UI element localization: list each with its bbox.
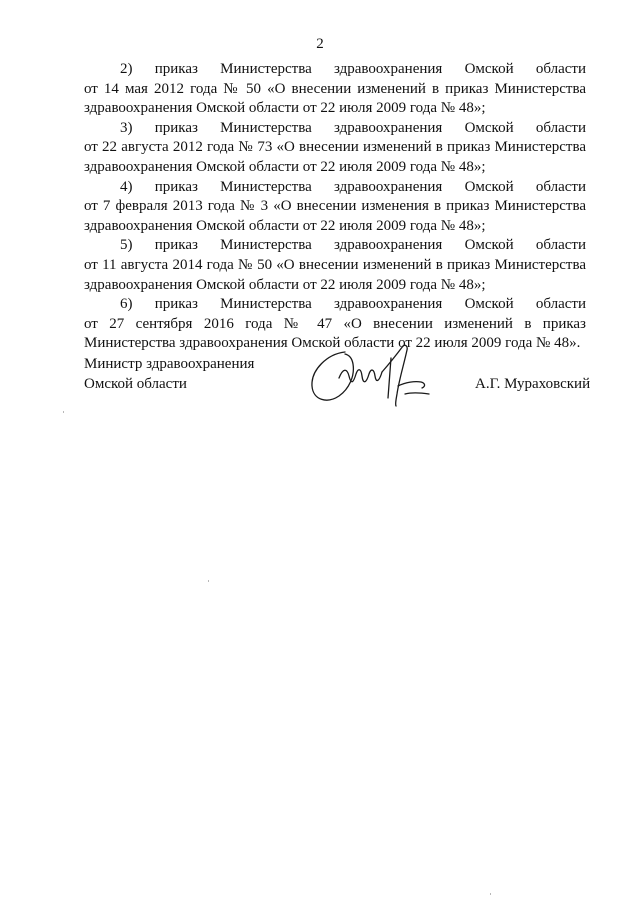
list-item — [84, 60, 586, 119]
item-line: Министерства здравоохранения Омской области от 22 июля 2009 года № 48». — [84, 335, 581, 352]
item-line: от 27 сентября 2016 года № 47 «О внесении изменений в приказ — [84, 315, 586, 332]
item-line: от 22 августа 2012 года № 73 «О внесении изменений в приказ Министерства — [84, 139, 586, 156]
document-body — [84, 60, 586, 354]
item-line: 6) приказ Министерства здравоохранения Омской области — [120, 296, 586, 313]
item-line: здравоохранения Омской области от 22 июля 2009 года № 48»; — [84, 158, 486, 175]
scan-speck — [490, 893, 491, 895]
signatory-position-line: Министр здравоохранения — [84, 356, 255, 372]
signatory-position — [84, 355, 254, 394]
list-item — [84, 236, 586, 295]
signatory-name: А.Г. Мураховский — [475, 376, 591, 392]
item-line: 4) приказ Министерства здравоохранения Омской области — [120, 178, 586, 195]
list-item — [84, 119, 586, 178]
item-line: от 11 августа 2014 года № 50 «О внесении изменений в приказ Министерства — [84, 256, 586, 273]
list-item — [84, 178, 586, 237]
item-line: от 7 февраля 2013 года № 3 «О внесении изменения в приказ Министерства — [84, 198, 586, 215]
item-line: 3) приказ Министерства здравоохранения Омской области — [120, 119, 586, 136]
list-item — [84, 295, 586, 354]
item-line: здравоохранения Омской области от 22 июля 2009 года № 48»; — [84, 276, 486, 293]
item-line: 5) приказ Министерства здравоохранения Омской области — [120, 237, 586, 254]
item-line: от 14 мая 2012 года № 50 «О внесении изменений в приказ Министерства — [84, 80, 586, 97]
item-line: здравоохранения Омской области от 22 июля 2009 года № 48»; — [84, 100, 486, 117]
item-line: 2) приказ Министерства здравоохранения Омской области — [120, 61, 586, 77]
item-line: здравоохранения Омской области от 22 июля 2009 года № 48»; — [84, 217, 486, 234]
scan-speck — [208, 580, 209, 582]
page-number: 2 — [316, 36, 324, 52]
signatory-position-line: Омской области — [84, 375, 187, 392]
scan-speck — [63, 411, 64, 413]
